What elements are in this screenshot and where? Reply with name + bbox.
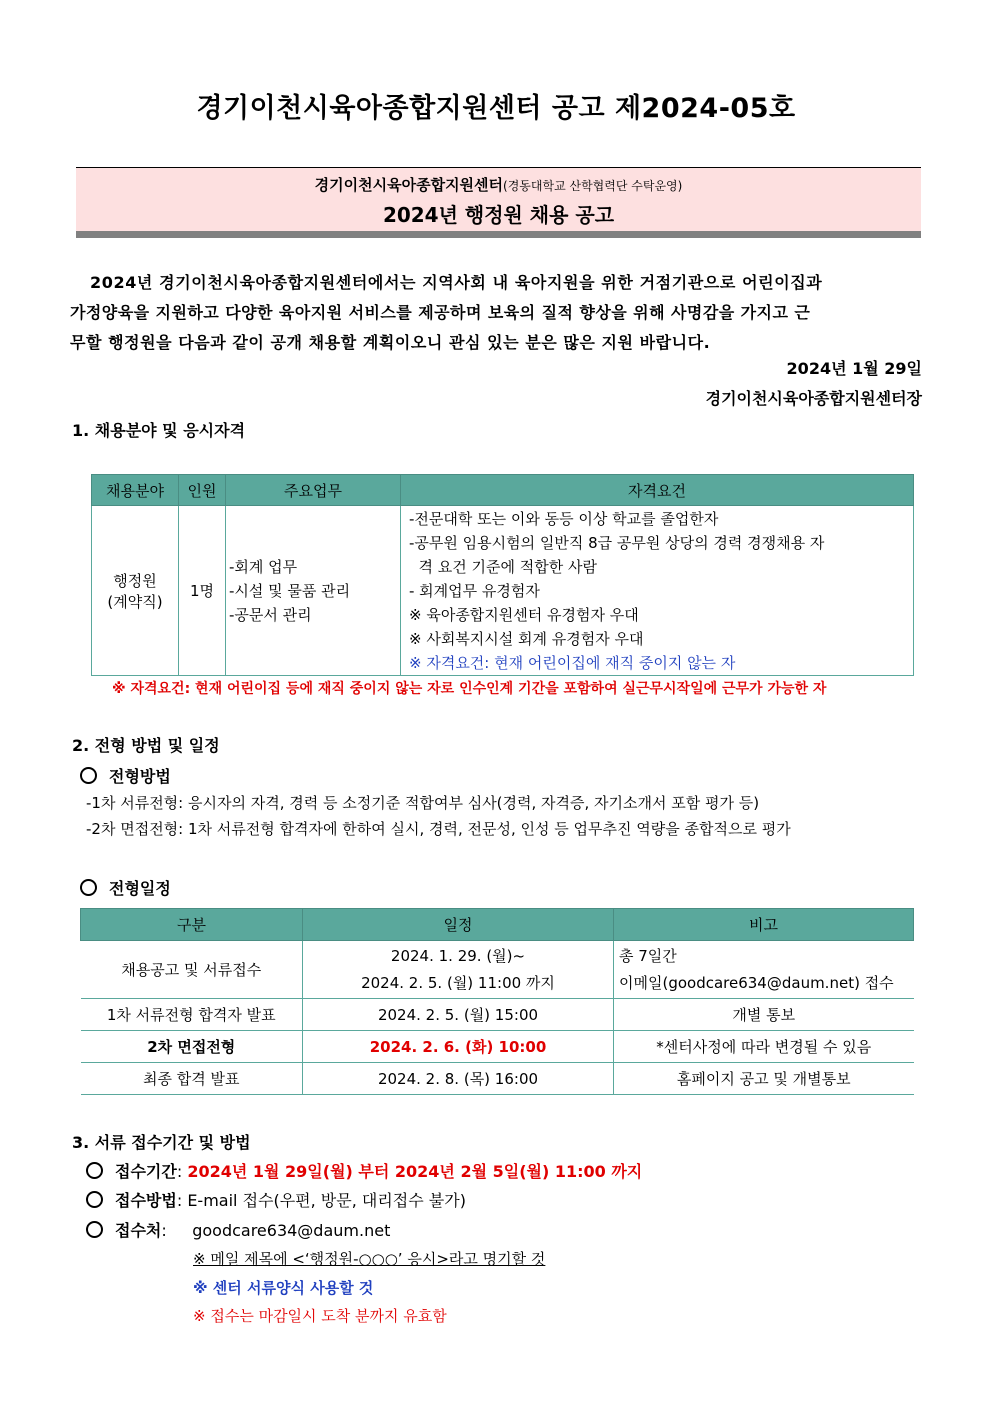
date-cell [303,941,614,999]
duty-item: -시설 및 물품 관리 [229,581,351,600]
banner-org-sub: (경동대학교 산학협력단 수탁운영) [503,179,683,193]
page-title: 경기이천시육아종합지원센터 공고 제2024-05호 [196,93,796,124]
header-stage: 구분 [81,909,303,941]
note-line: 총 7일간 [619,946,677,965]
period-line: 접수기간: 2024년 1월 29일(월) 부터 2024년 2월 5일(월) 11:00 까지 [86,1159,642,1182]
date-cell: 2024. 2. 8. (목) 16:00 [303,1063,614,1095]
section3-title: 3. 서류 접수기간 및 방법 [72,1133,251,1152]
note-cell: *센터사정에 따라 변경될 수 있음 [614,1031,914,1063]
duty-item: -공문서 관리 [229,605,312,624]
place-label: 접수처 [115,1221,162,1240]
qual-item: 격 요건 기준에 적합한 사람 [409,557,597,576]
banner-org [76,174,921,195]
schedule-heading [80,876,171,899]
intro-line: 무할 행정원을 다음과 같이 공개 채용할 계획이오니 관심 있는 분은 많은 지원 바랍니다. [70,333,711,352]
date-line: 2024. 1. 29. (월)~ [390,946,526,965]
schedule-table [80,908,914,1095]
field-line: (계약직) [107,592,163,611]
cell-quals [401,506,914,676]
table-row [81,941,914,999]
qual-item: - 회계업무 유경험자 [409,581,540,600]
place-line: 접수처: goodcare634@daum.net [86,1218,390,1241]
circle-bullet-icon [86,1162,103,1179]
method-heading [80,764,171,787]
intro-line: 2024년 경기이천시육아종합지원센터에서는 지역사회 내 육아지원을 위한 거점기관으로 어린이집과 [90,273,823,292]
stage-cell: 1차 서류전형 합격자 발표 [81,999,303,1031]
qual-item: ※ 사회복지시설 회계 유경험자 우대 [409,629,644,648]
qualification-table [91,474,914,676]
notice-sender: 경기이천시육아종합지원센터장 [705,389,922,408]
title-banner [76,167,921,238]
date-line: 2024. 2. 5. (월) 11:00 까지 [361,973,555,992]
section2-title: 2. 전형 방법 및 일정 [72,736,220,755]
table-header-row [92,475,914,506]
email-subject-note [193,1248,545,1269]
email-subject-note-text: ※ 메일 제목에 <‘행정원-○○○’ 응시>라고 명기할 것 [193,1250,546,1268]
stage-cell: 최종 합격 발표 [81,1063,303,1095]
circle-bullet-icon [86,1221,103,1238]
banner-title: 2024년 행정원 채용 공고 [382,203,615,227]
qual-item: -공무원 임용시험의 일반직 8급 공무원 상당의 경력 경쟁채용 자 [409,533,825,552]
qual-item: -전문대학 또는 이와 동등 이상 학교를 졸업한자 [409,509,719,528]
form-note: ※ 센터 서류양식 사용할 것 [193,1279,374,1297]
header-quals: 자격요건 [401,475,914,506]
intro-line: 가정양육을 지원하고 다양한 육아지원 서비스를 제공하며 보육의 질적 향상을 위해 사명감을 가지고 근 [70,303,811,322]
period-label: 접수기간 [115,1162,177,1181]
circle-bullet-icon [80,767,97,784]
date-cell: 2024. 2. 5. (월) 15:00 [303,999,614,1031]
period-value: 2024년 1월 29일(월) 부터 2024년 2월 5일(월) 11:00 까지 [187,1162,643,1181]
method-item: -2차 면접전형: 1차 서류전형 합격자에 한하여 실시, 경력, 전문성, 인성 등 업무추진 역량을 종합적으로 평가 [86,820,791,838]
header-date: 일정 [303,909,614,941]
note-cell [614,941,914,999]
intro-paragraph [70,268,921,358]
stage-cell: 채용공고 및 서류접수 [81,941,303,999]
method-value: E-mail 접수(우편, 방문, 대리접수 불가) [187,1191,466,1210]
qual-item: ※ 육아종합지원센터 유경험자 우대 [409,605,639,624]
banner-org-name: 경기이천시육아종합지원센터 [314,176,504,194]
schedule-heading-label: 전형일정 [109,879,171,898]
table-row [81,1031,914,1063]
field-line: 행정원 [113,571,157,590]
note-cell: 개별 통보 [614,999,914,1031]
note-line: 이메일(goodcare634@daum.net) 접수 [619,973,894,992]
header-note: 비고 [614,909,914,941]
table-row [81,999,914,1031]
note-cell: 홈페이지 공고 및 개별통보 [614,1063,914,1095]
cell-duties [226,506,401,676]
qual-item-highlight: ※ 자격요건: 현재 어린이집에 재직 중이지 않는 자 [409,653,736,672]
cell-field [92,506,179,676]
table-row [92,506,914,676]
header-duties: 주요업무 [226,475,401,506]
method-heading-label: 전형방법 [109,767,171,786]
stage-cell: 2차 면접전형 [81,1031,303,1063]
email-address: goodcare634@daum.net [192,1221,391,1240]
method-line: 접수방법: E-mail 접수(우편, 방문, 대리접수 불가) [86,1188,466,1211]
method-item: -1차 서류전형: 응시자의 자격, 경력 등 소정기준 적합여부 심사(경력, 자격증, 자기소개서 포함 평가 등) [86,794,760,812]
deadline-note: ※ 접수는 마감일시 도착 분까지 유효함 [193,1307,447,1325]
circle-bullet-icon [80,879,97,896]
method-label: 접수방법 [115,1191,177,1210]
duty-item: -회계 업무 [229,557,298,576]
notice-date: 2024년 1월 29일 [786,359,922,378]
section1-title: 1. 채용분야 및 응시자격 [72,421,246,440]
qualification-note: ※ 자격요건: 현재 어린이집 등에 재직 중이지 않는 자로 인수인계 기간을 포함하여 실근무시작일에 근무가 가능한 자 [112,681,827,697]
cell-count: 1명 [179,506,226,676]
header-field: 채용분야 [92,475,179,506]
table-row [81,1063,914,1095]
date-cell: 2024. 2. 6. (화) 10:00 [303,1031,614,1063]
header-count: 인원 [179,475,226,506]
table-header-row [81,909,914,941]
circle-bullet-icon [86,1191,103,1208]
